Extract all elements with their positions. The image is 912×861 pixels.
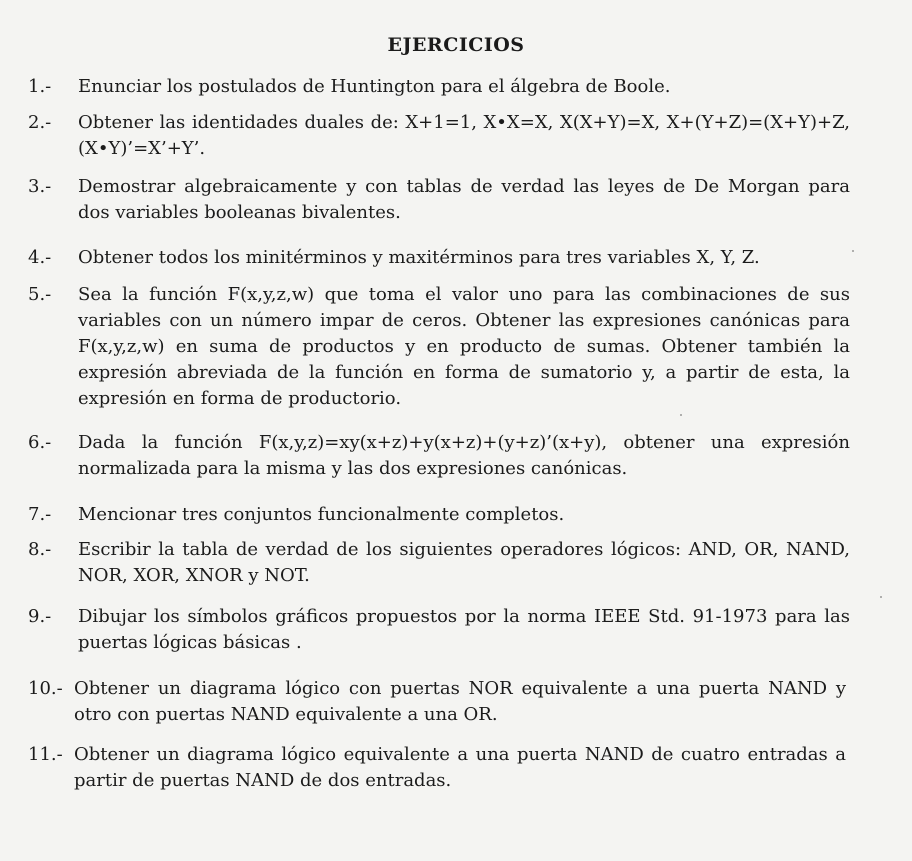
scan-speck bbox=[680, 414, 682, 416]
exercise-text: Obtener un diagrama lógico con puertas NOR equivalente a una puerta NAND y otro con puertas NAND equivalente a una OR. bbox=[74, 678, 846, 725]
exercise-number: 11.- bbox=[28, 744, 63, 765]
exercise-text: Demostrar algebraicamente y con tablas de verdad las leyes de De Morgan para dos variables booleanas bivalentes. bbox=[78, 176, 850, 223]
exercise-number: 7.- bbox=[28, 504, 52, 525]
exercise-text: Sea la función F(x,y,z,w) que toma el valor uno para las combinaciones de sus variables con un número impar de ceros. Obtener las expresiones canónicas para F(x,y,z,w) en suma de productos y en producto de sumas. Obtener también la expresión abreviada de la función en forma de sumatorio y, a partir de esta, la expresión en forma de productorio. bbox=[78, 284, 850, 409]
exercise-number: 6.- bbox=[28, 432, 52, 453]
exercise-number: 10.- bbox=[28, 678, 63, 699]
exercise-text: Dada la función F(x,y,z)=xy(x+z)+y(x+z)+(y+z)’(x+y), obtener una expresión normalizada para la misma y las dos expresiones canónicas. bbox=[78, 432, 850, 479]
scan-speck bbox=[880, 596, 882, 598]
exercise-number: 1.- bbox=[28, 76, 52, 97]
exercise-number: 5.- bbox=[28, 284, 52, 305]
exercise-text: Obtener un diagrama lógico equivalente a una puerta NAND de cuatro entradas a partir de puertas NAND de dos entradas. bbox=[74, 744, 846, 791]
exercise-number: 3.- bbox=[28, 176, 52, 197]
exercise-text: Obtener las identidades duales de: X+1=1, X•X=X, X(X+Y)=X, X+(Y+Z)=(X+Y)+Z, (X•Y)’=X’+Y’. bbox=[78, 112, 850, 159]
exercise-number: 2.- bbox=[28, 112, 52, 133]
exercise-number: 4.- bbox=[28, 247, 52, 268]
exercise-text: Mencionar tres conjuntos funcionalmente completos. bbox=[78, 504, 565, 525]
exercise-text: Dibujar los símbolos gráficos propuestos por la norma IEEE Std. 91-1973 para las puertas lógicas básicas . bbox=[78, 606, 850, 653]
exercise-text: Escribir la tabla de verdad de los siguientes operadores lógicos: AND, OR, NAND, NOR, XOR, XNOR y NOT. bbox=[78, 539, 850, 586]
page-title: EJERCICIOS bbox=[387, 34, 525, 56]
exercise-text: Obtener todos los minitérminos y maxitérminos para tres variables X, Y, Z. bbox=[78, 247, 760, 268]
scan-speck bbox=[852, 250, 854, 252]
exercise-text: Enunciar los postulados de Huntington para el álgebra de Boole. bbox=[78, 76, 671, 97]
exercise-number: 9.- bbox=[28, 606, 52, 627]
exercise-number: 8.- bbox=[28, 539, 52, 560]
